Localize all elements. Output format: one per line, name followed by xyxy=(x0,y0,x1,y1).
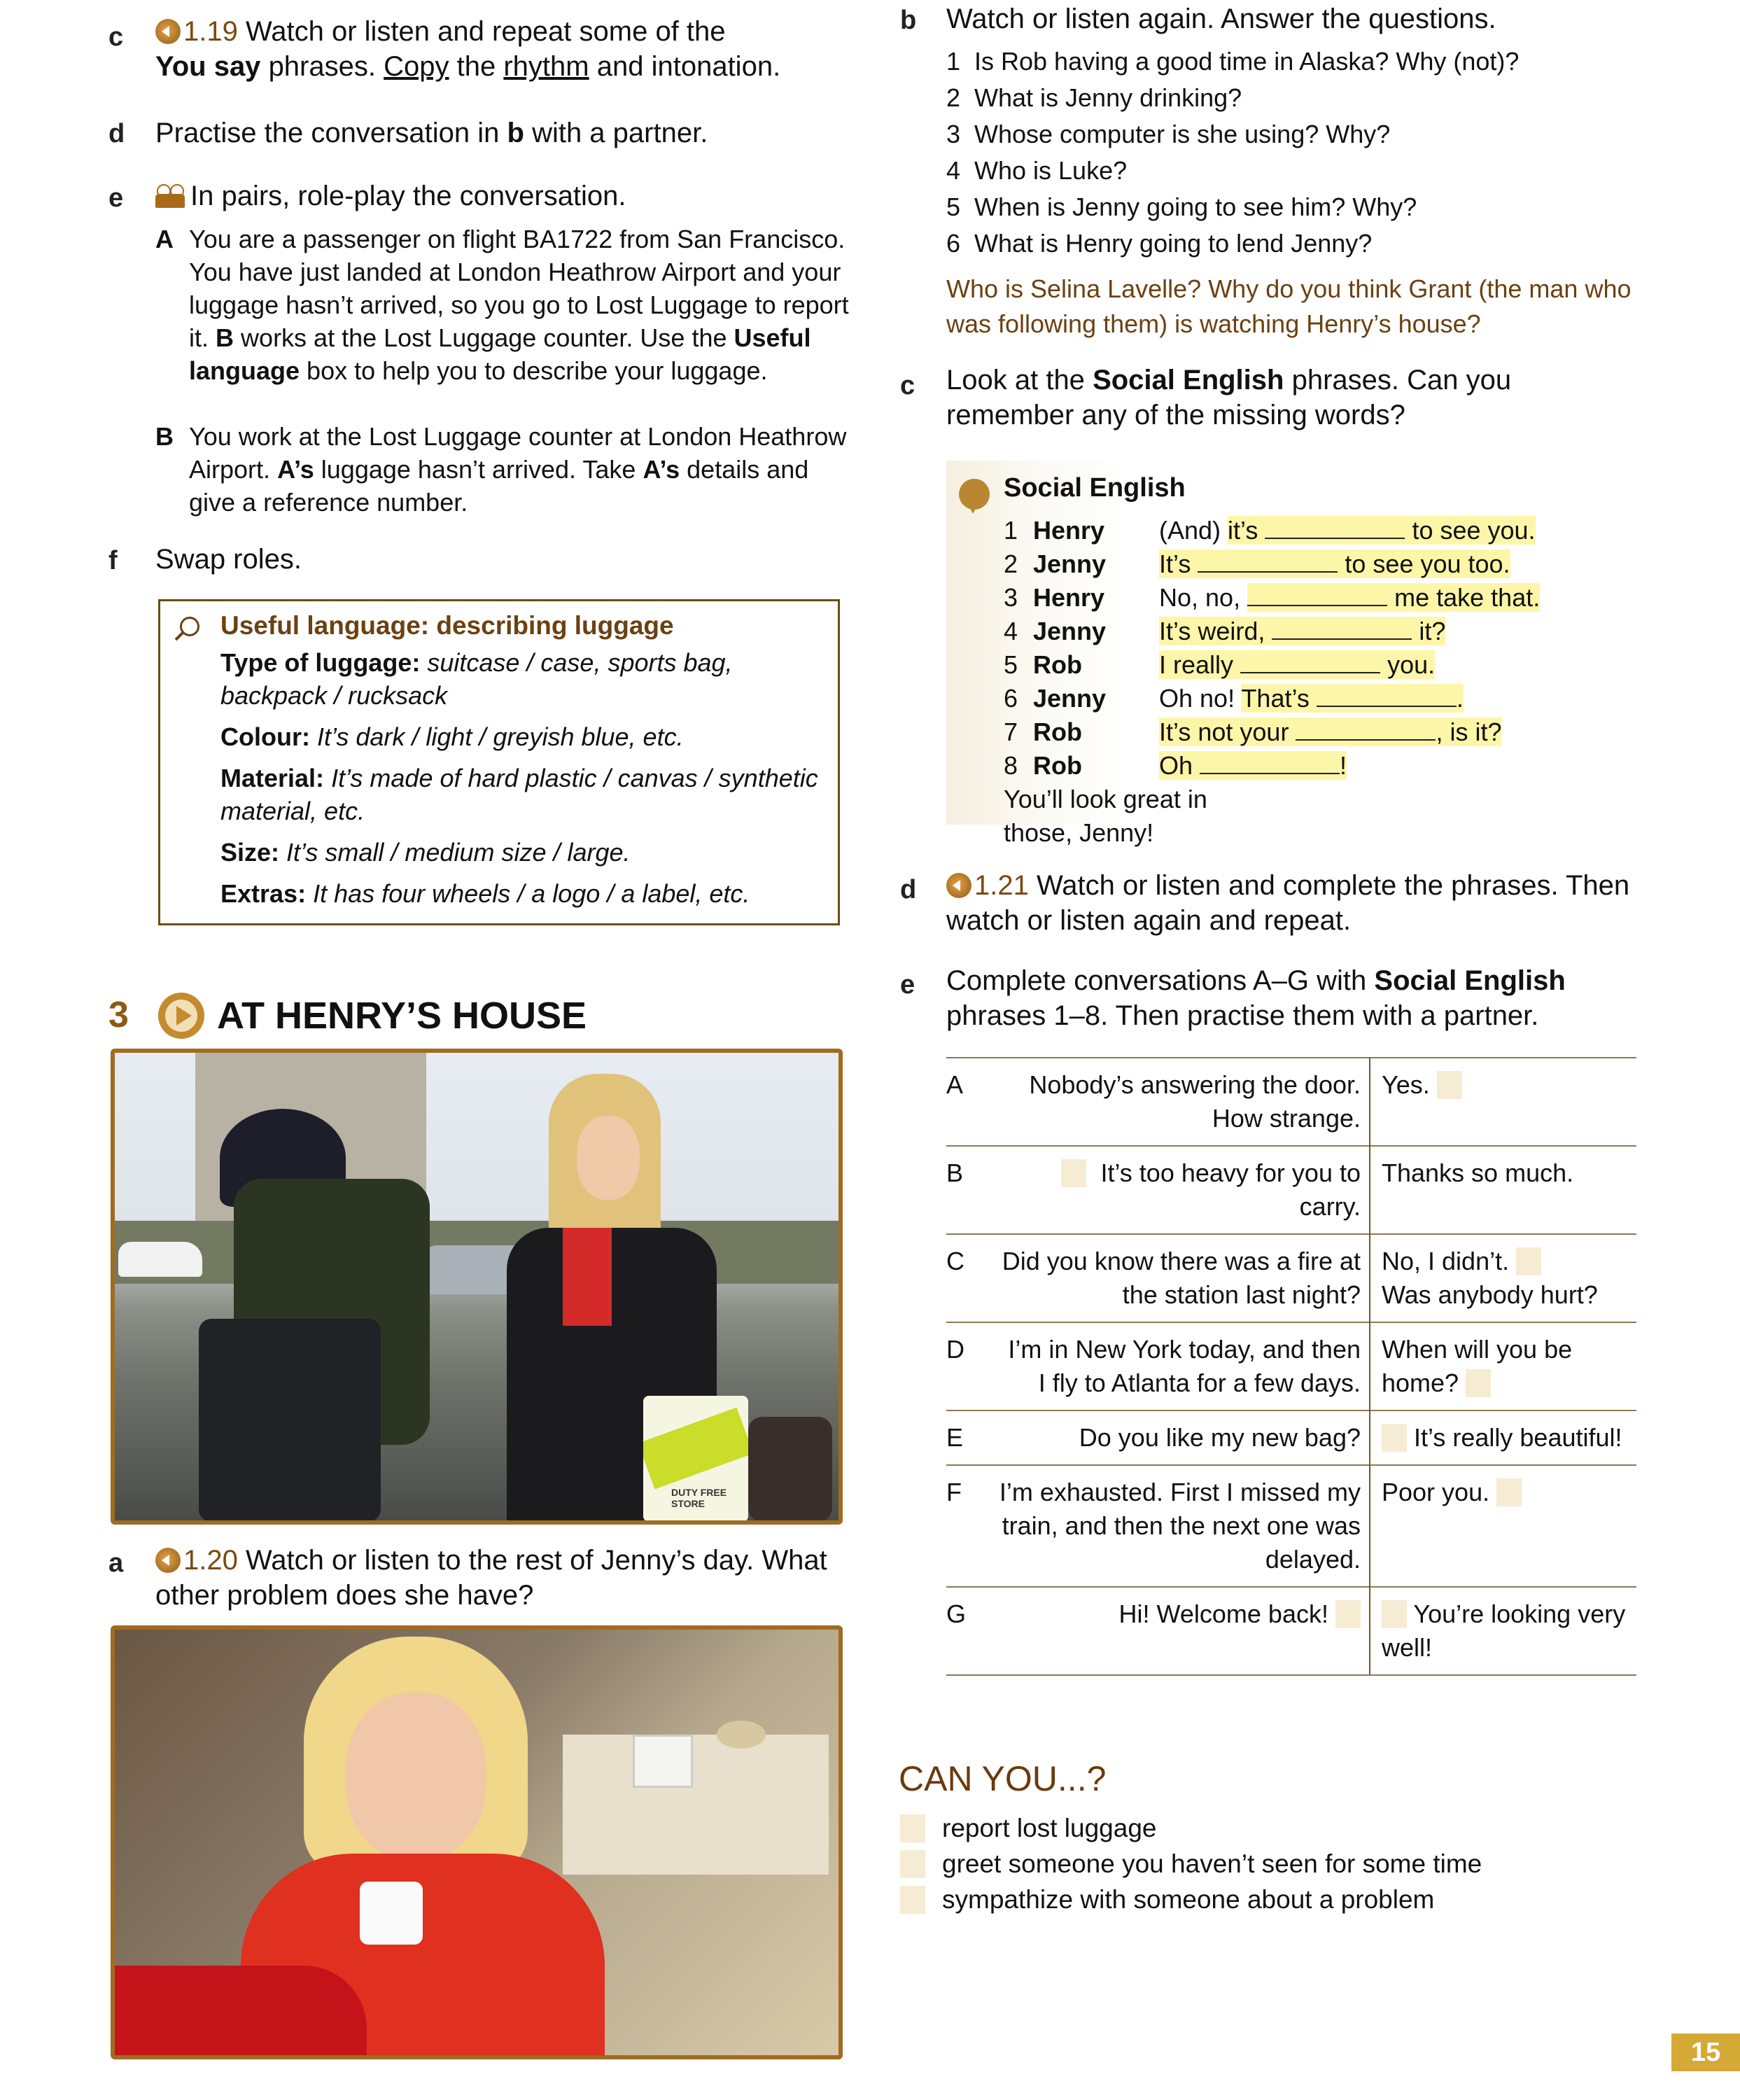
audio-track-number: 1.21 xyxy=(974,870,1029,901)
audio-track-number: 1.19 xyxy=(183,16,238,47)
row-key: Colour: xyxy=(220,722,310,751)
text-bold: A’s xyxy=(277,455,314,484)
highlight xyxy=(1159,650,1435,679)
highlight xyxy=(1159,718,1501,746)
answer-box[interactable] xyxy=(1437,1071,1462,1099)
text: greet someone you haven’t seen for some time xyxy=(942,1849,1482,1878)
blank-field[interactable] xyxy=(1296,718,1436,741)
can-you-item xyxy=(900,1810,1482,1846)
speaker: Rob xyxy=(1033,718,1082,746)
text: You work at the Lost Luggage counter at London Heathrow Airport. xyxy=(189,422,847,484)
text: It’s not your xyxy=(1159,718,1289,746)
speaker-b-cell xyxy=(1370,1587,1636,1675)
speech-bubble-icon xyxy=(959,479,990,510)
question-list xyxy=(946,45,1681,260)
blank-field[interactable] xyxy=(1317,685,1457,707)
text: the xyxy=(456,51,496,82)
text: phrases 1–8. Then practise them with a partner. xyxy=(946,1000,1539,1031)
useful-row xyxy=(220,646,822,712)
social-line xyxy=(1004,615,1550,648)
social-line xyxy=(1004,547,1550,581)
text: to see you. xyxy=(1412,516,1536,545)
extra-question: Who is Selina Lavelle? Why do you think Grant (the man who was following them) is watching Henry’s house? xyxy=(946,274,1632,338)
speaker: Rob xyxy=(1033,650,1082,679)
table-row xyxy=(946,1322,1636,1410)
exercise-b-instruction: Watch or listen again. Answer the questions. xyxy=(946,4,1496,34)
exercise-c-instruction xyxy=(946,363,1646,433)
speaker: Jenny xyxy=(1033,550,1107,578)
row-key: Type of luggage: xyxy=(220,648,421,677)
text: When will you be home? xyxy=(1382,1335,1573,1397)
exercise-d-label: d xyxy=(108,119,125,148)
speaker-b-cell xyxy=(1370,1234,1636,1322)
text: Watch or listen and complete the phrases. Then watch or listen again and repeat. xyxy=(946,870,1630,936)
social-english-box xyxy=(946,461,1555,847)
exercise-d-label: d xyxy=(900,875,917,904)
exercise-a-instruction xyxy=(155,1543,855,1613)
question-number: 5 xyxy=(946,192,961,221)
social-english-lines xyxy=(1004,514,1550,850)
text: . xyxy=(1456,684,1464,713)
text: Watch or listen and repeat some of the xyxy=(245,16,726,47)
question-item xyxy=(946,118,1681,150)
row-value: It’s small / medium size / large. xyxy=(286,838,631,867)
video-play-icon[interactable] xyxy=(158,993,204,1039)
text: You are a passenger on flight BA1722 from San Francisco. You have just landed at London Heathrow Airport and your luggage hasn’t arrived, so you go to Lost Luggage to report it. xyxy=(189,225,849,352)
question-text: When is Jenny going to see him? Why? xyxy=(974,192,1417,221)
question-number: 4 xyxy=(946,156,961,185)
table-row xyxy=(946,1234,1636,1322)
text: No, I didn’t. xyxy=(1382,1247,1510,1275)
line-number: 1 xyxy=(1004,516,1018,545)
photo-jenny-with-mug xyxy=(111,1625,843,2059)
line-number: 4 xyxy=(1004,617,1018,645)
text: and intonation. xyxy=(596,51,781,82)
row-letter: G xyxy=(946,1587,997,1675)
blank-field[interactable] xyxy=(1247,584,1387,606)
exercise-c-label: c xyxy=(108,22,124,52)
question-item xyxy=(946,227,1681,260)
text: Practise the conversation in xyxy=(155,118,500,148)
text: Thanks so much. xyxy=(1382,1158,1574,1187)
highlight xyxy=(1159,550,1510,578)
line-number: 6 xyxy=(1004,684,1018,713)
text: works at the Lost Luggage counter. Use the xyxy=(241,323,727,352)
text: you. xyxy=(1387,650,1436,679)
question-item xyxy=(946,190,1681,223)
text-rhythm-underlined: rhythm xyxy=(503,51,589,82)
bag-print-text: DUTY FREE STORE xyxy=(671,1487,727,1509)
highlight xyxy=(1159,751,1347,780)
section-number: 3 xyxy=(108,995,129,1035)
speaker: Henry xyxy=(1033,583,1105,612)
text-bold: Social English xyxy=(1093,365,1284,396)
row-letter: C xyxy=(946,1234,997,1322)
audio-icon[interactable] xyxy=(155,1548,181,1573)
line-number: 7 xyxy=(1004,718,1018,746)
highlight xyxy=(1247,583,1540,612)
exercise-f-label: f xyxy=(108,546,118,575)
answer-box[interactable] xyxy=(1496,1478,1522,1506)
checkbox[interactable] xyxy=(900,1850,925,1878)
you-say-bold: You say xyxy=(155,51,261,82)
can-you-item xyxy=(900,1846,1482,1882)
section-title: AT HENRY’S HOUSE xyxy=(217,995,587,1037)
text-bold: B xyxy=(216,323,234,352)
text: It’s xyxy=(1159,550,1191,578)
speaker-a-cell xyxy=(997,1146,1370,1234)
line-number: 3 xyxy=(1004,583,1018,612)
checkbox[interactable] xyxy=(900,1814,925,1842)
row-letter: D xyxy=(946,1322,997,1410)
text: It’s too heavy for you to carry. xyxy=(1100,1158,1361,1221)
row-key: Size: xyxy=(220,838,280,867)
exercise-b-label: b xyxy=(900,6,917,35)
text: It’s weird, xyxy=(1159,617,1265,645)
text: box to help you to describe your luggage. xyxy=(307,356,768,385)
social-line xyxy=(1004,581,1550,615)
role-a-label: A xyxy=(155,225,174,253)
text: me take that. xyxy=(1394,583,1541,612)
blank-field[interactable] xyxy=(1272,617,1412,640)
exercise-e-instruction xyxy=(946,963,1646,1033)
text: You’re looking very well! xyxy=(1382,1600,1626,1662)
speaker-a-cell xyxy=(997,1322,1370,1410)
row-value: It’s dark / light / greyish blue, etc. xyxy=(316,722,684,751)
text-copy-underlined: Copy xyxy=(384,51,449,82)
text: No, no, xyxy=(1159,583,1241,612)
speaker-b-cell xyxy=(1370,1410,1636,1465)
blank-field[interactable] xyxy=(1240,651,1380,673)
text: it? xyxy=(1419,617,1446,645)
question-number: 2 xyxy=(946,83,961,112)
speaker-b-cell xyxy=(1370,1146,1636,1234)
row-letter: A xyxy=(946,1058,997,1146)
answer-box[interactable] xyxy=(1382,1600,1407,1628)
text: It’s really beautiful! xyxy=(1414,1423,1622,1452)
useful-row xyxy=(220,877,822,910)
text: Hi! Welcome back! xyxy=(1118,1600,1328,1628)
useful-language-title: Useful language: describing luggage xyxy=(220,611,674,640)
blank-field[interactable] xyxy=(1198,550,1338,573)
audio-icon[interactable] xyxy=(946,873,971,898)
exercise-c-label: c xyxy=(900,371,915,400)
text: Did you know there was a fire at the station last night? xyxy=(1002,1247,1361,1309)
answer-box[interactable] xyxy=(1061,1159,1086,1187)
row-key: Extras: xyxy=(220,879,307,908)
table-row xyxy=(946,1058,1636,1146)
row-value: suitcase / case, sports bag, backpack / rucksack xyxy=(220,648,733,710)
question-text: What is Jenny drinking? xyxy=(974,83,1242,112)
exercise-e-label: e xyxy=(108,183,124,213)
exercise-a-label: a xyxy=(108,1548,124,1578)
answer-box[interactable] xyxy=(1335,1600,1361,1628)
speaker-b-cell xyxy=(1370,1058,1636,1146)
useful-row xyxy=(220,762,822,827)
magnifier-icon xyxy=(174,617,198,640)
text: luggage hasn’t arrived. Take xyxy=(321,455,636,484)
question-text: What is Henry going to lend Jenny? xyxy=(974,229,1373,258)
social-line xyxy=(1004,715,1550,749)
text: ! xyxy=(1340,751,1347,780)
role-b-label: B xyxy=(155,422,174,451)
text: That’s xyxy=(1241,684,1310,713)
question-item xyxy=(946,81,1681,114)
can-you-item xyxy=(900,1882,1482,1917)
useful-row xyxy=(220,836,822,869)
text: I’m in New York today, and then I fly to Atlanta for a few days. xyxy=(1008,1335,1361,1397)
speaker: Jenny xyxy=(1033,617,1107,645)
social-english-title: Social English xyxy=(1004,473,1186,503)
text: Oh no! xyxy=(1159,684,1235,713)
speaker: Jenny xyxy=(1033,684,1107,713)
text: , is it? xyxy=(1436,718,1502,746)
audio-icon[interactable] xyxy=(155,19,181,44)
speaker-a-cell xyxy=(997,1410,1370,1465)
text: (And) xyxy=(1159,516,1221,545)
can-you-list xyxy=(900,1810,1482,1917)
text-bold: Social English xyxy=(1374,965,1566,996)
line-number: 8 xyxy=(1004,751,1018,780)
useful-row xyxy=(220,720,822,753)
row-value: It has four wheels / a logo / a label, etc. xyxy=(313,879,750,908)
speaker-a-cell xyxy=(997,1058,1370,1146)
table-row xyxy=(946,1146,1636,1234)
row-letter: F xyxy=(946,1465,997,1587)
pairwork-icon xyxy=(155,184,185,208)
question-item xyxy=(946,154,1681,187)
page-number-badge: 15 xyxy=(1671,2033,1740,2071)
checkbox[interactable] xyxy=(900,1886,925,1914)
text: Was anybody hurt? xyxy=(1382,1280,1598,1309)
speaker: Rob xyxy=(1033,751,1082,780)
exercise-e-instruction xyxy=(155,178,855,214)
exercise-c-instruction xyxy=(155,14,855,84)
text: I really xyxy=(1159,650,1234,679)
text: Poor you. xyxy=(1382,1478,1490,1506)
useful-language-list xyxy=(220,646,822,910)
text-bold: Useful language xyxy=(189,323,811,385)
question-text: Is Rob having a good time in Alaska? Why (not)? xyxy=(974,47,1520,76)
text: Do you like my new bag? xyxy=(1079,1423,1361,1452)
blank-field[interactable] xyxy=(1265,517,1405,539)
text: Look at the xyxy=(946,365,1085,396)
conversations-table xyxy=(946,1057,1636,1676)
row-key: Material: xyxy=(220,764,325,792)
text: Complete conversations A–G with xyxy=(946,965,1367,996)
text: report lost luggage xyxy=(942,1814,1157,1842)
exercise-e-label: e xyxy=(900,970,915,1000)
question-text: Whose computer is she using? Why? xyxy=(974,120,1391,148)
row-letter: E xyxy=(946,1410,997,1465)
text: details and give a reference number. xyxy=(189,455,809,517)
highlight xyxy=(1159,617,1445,645)
question-item xyxy=(946,45,1681,78)
social-line xyxy=(1004,682,1550,715)
blank-field[interactable] xyxy=(1200,752,1340,774)
exercise-d-instruction xyxy=(946,868,1646,938)
row-letter: B xyxy=(946,1146,997,1234)
highlight xyxy=(1228,516,1536,545)
text-bold: b xyxy=(507,118,524,148)
useful-language-box xyxy=(158,599,840,925)
speaker-a-cell xyxy=(997,1587,1370,1675)
speaker-b-cell xyxy=(1370,1322,1636,1410)
speaker-a-cell xyxy=(997,1234,1370,1322)
text: Yes. xyxy=(1382,1070,1430,1099)
line-number: 2 xyxy=(1004,550,1018,578)
answer-box[interactable] xyxy=(1466,1369,1491,1397)
text: with a partner. xyxy=(532,118,708,148)
table-row xyxy=(946,1410,1636,1465)
role-b xyxy=(155,420,855,519)
audio-track-number: 1.20 xyxy=(183,1545,238,1576)
role-a xyxy=(155,223,855,387)
social-line xyxy=(1004,648,1550,682)
text-bold: A’s xyxy=(643,455,680,484)
question-number: 3 xyxy=(946,120,961,148)
can-you-title: CAN YOU...? xyxy=(899,1759,1107,1798)
table-row xyxy=(946,1587,1636,1675)
speaker-a-cell xyxy=(997,1465,1370,1587)
text: You’ll look great in those, Jenny! xyxy=(1004,785,1207,847)
highlight xyxy=(1241,684,1463,713)
question-number: 6 xyxy=(946,229,961,258)
text: it’s xyxy=(1228,516,1258,545)
social-line xyxy=(1004,749,1550,850)
speaker-b-cell xyxy=(1370,1465,1636,1587)
speaker: Henry xyxy=(1033,516,1105,545)
exercise-d-instruction xyxy=(155,115,855,150)
question-text: Who is Luke? xyxy=(974,156,1128,185)
text: In pairs, role-play the conversation. xyxy=(190,181,626,211)
social-line xyxy=(1004,514,1550,547)
line-number: 5 xyxy=(1004,650,1018,679)
text: phrases. Can you remember any of the missing words? xyxy=(946,365,1512,430)
text: to see you too. xyxy=(1345,550,1510,578)
photo-henry-jenny-luggage xyxy=(111,1049,843,1525)
answer-box[interactable] xyxy=(1516,1247,1541,1275)
question-number: 1 xyxy=(946,47,961,76)
text: I’m exhausted. First I missed my train, and then the next one was delayed. xyxy=(999,1478,1361,1574)
text: phrases. xyxy=(268,51,376,82)
row-value: It’s made of hard plastic / canvas / synthetic material, etc. xyxy=(220,764,818,825)
text: Watch or listen to the rest of Jenny’s day. What other problem does she have? xyxy=(155,1545,827,1611)
text: Nobody’s answering the door. How strange. xyxy=(1029,1070,1361,1133)
text: sympathize with someone about a problem xyxy=(942,1885,1435,1914)
exercise-f-instruction: Swap roles. xyxy=(155,544,302,575)
table-row xyxy=(946,1465,1636,1587)
text: Oh xyxy=(1159,751,1193,780)
answer-box[interactable] xyxy=(1382,1424,1407,1452)
